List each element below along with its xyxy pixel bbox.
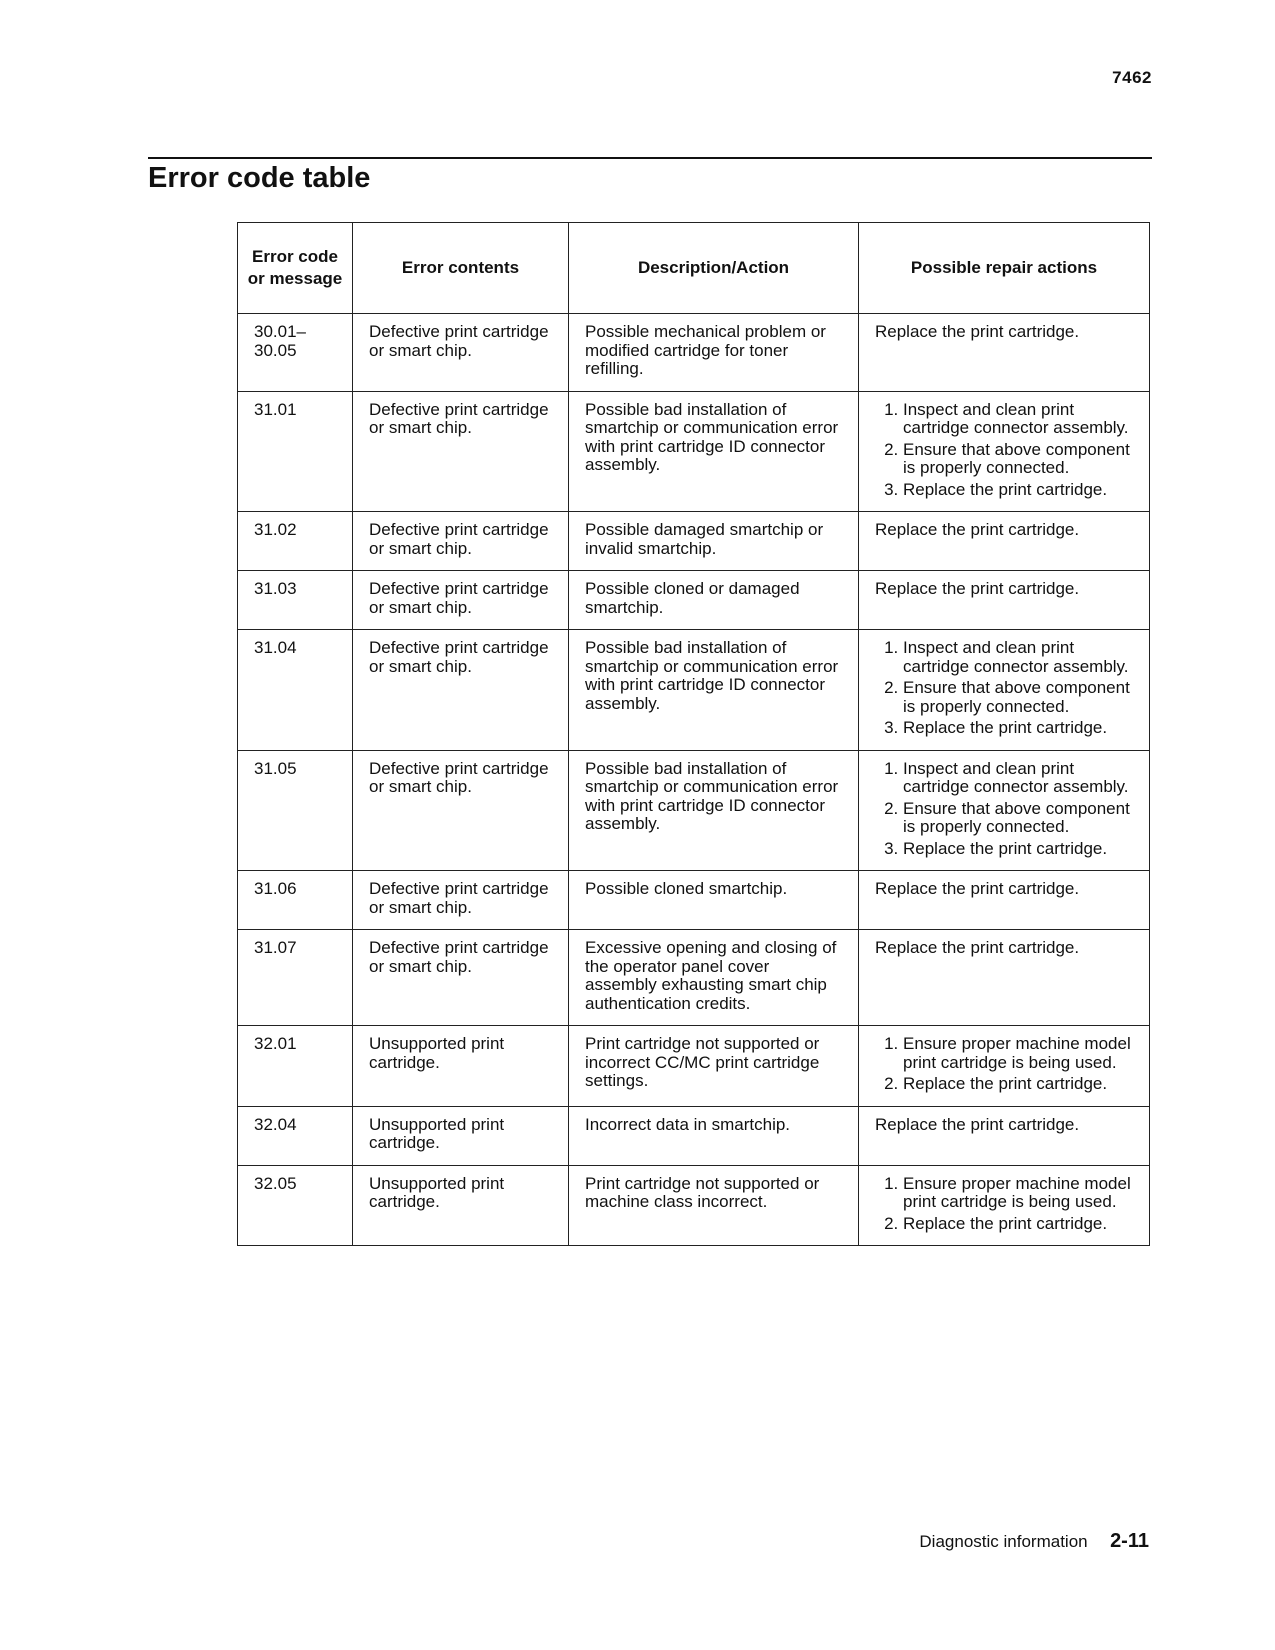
repair-actions-cell: Replace the print cartridge. — [859, 571, 1150, 630]
table-row — [238, 391, 1150, 512]
table-row — [238, 750, 1150, 871]
column-header-label: Error contents — [401, 257, 520, 277]
description-cell: Possible cloned or damaged smartchip. — [569, 571, 859, 630]
table-row — [238, 314, 1150, 392]
description-cell: Possible damaged smartchip or invalid smartchip. — [569, 512, 859, 571]
footer-section-label: Diagnostic information — [919, 1532, 1088, 1551]
repair-actions-cell: Replace the print cartridge. — [859, 871, 1150, 930]
table-row — [238, 1106, 1150, 1165]
error-code-cell: 31.07 — [238, 930, 353, 1026]
repair-step: 1. Ensure proper machine model print cartridge is being used. — [903, 1175, 1133, 1212]
repair-step: 1. Inspect and clean print cartridge connector assembly. — [903, 639, 1133, 676]
description-cell: Possible cloned smartchip. — [569, 871, 859, 930]
repair-step: 2. Replace the print cartridge. — [903, 1075, 1133, 1094]
repair-step: 2. Replace the print cartridge. — [903, 1215, 1133, 1234]
repair-step: 2. Ensure that above component is properly connected. — [903, 800, 1133, 837]
error-code-table — [237, 222, 1150, 1246]
description-cell: Possible bad installation of smartchip or communication error with print cartridge ID connector assembly. — [569, 630, 859, 751]
table-row — [238, 930, 1150, 1026]
error-code-cell: 31.05 — [238, 750, 353, 871]
repair-steps-list — [875, 760, 1133, 859]
error-code-cell: 32.05 — [238, 1165, 353, 1246]
table-row — [238, 512, 1150, 571]
page-footer — [919, 1530, 1149, 1553]
table-header-row — [238, 223, 1150, 314]
error-code-cell: 31.03 — [238, 571, 353, 630]
section-title: Error code table — [148, 162, 371, 194]
error-code-cell: 32.01 — [238, 1026, 353, 1107]
table-row — [238, 1026, 1150, 1107]
error-code-cell: 31.06 — [238, 871, 353, 930]
column-header-label: Possible repair actions — [910, 257, 1098, 277]
error-contents-cell: Defective print cartridge or smart chip. — [353, 871, 569, 930]
repair-steps-list — [875, 639, 1133, 738]
error-contents-cell: Unsupported print cartridge. — [353, 1106, 569, 1165]
repair-actions-cell: Replace the print cartridge. — [859, 314, 1150, 392]
repair-step: 1. Ensure proper machine model print cartridge is being used. — [903, 1035, 1133, 1072]
description-cell: Possible bad installation of smartchip or communication error with print cartridge ID connector assembly. — [569, 750, 859, 871]
repair-step: 2. Ensure that above component is properly connected. — [903, 679, 1133, 716]
page-number: 2-11 — [1110, 1530, 1149, 1552]
repair-steps-list — [875, 1035, 1133, 1094]
error-code-cell: 32.04 — [238, 1106, 353, 1165]
error-code-cell: 31.02 — [238, 512, 353, 571]
column-header-label: Description/Action — [637, 257, 790, 277]
table-body — [238, 314, 1150, 1246]
error-contents-cell: Unsupported print cartridge. — [353, 1165, 569, 1246]
repair-steps-list — [875, 1175, 1133, 1234]
table-row — [238, 630, 1150, 751]
repair-step: 3. Replace the print cartridge. — [903, 481, 1133, 500]
repair-actions-cell: Replace the print cartridge. — [859, 1106, 1150, 1165]
description-cell: Excessive opening and closing of the operator panel cover assembly exhausting smart chip authentication credits. — [569, 930, 859, 1026]
error-contents-cell: Defective print cartridge or smart chip. — [353, 391, 569, 512]
error-contents-cell: Unsupported print cartridge. — [353, 1026, 569, 1107]
description-cell: Possible mechanical problem or modified cartridge for toner refilling. — [569, 314, 859, 392]
repair-actions-cell: Replace the print cartridge. — [859, 930, 1150, 1026]
repair-steps-list — [875, 401, 1133, 500]
table-row — [238, 871, 1150, 930]
column-header-description-action — [569, 223, 859, 314]
error-code-cell: 31.04 — [238, 630, 353, 751]
repair-actions-cell — [859, 391, 1150, 512]
column-header-repair-actions — [859, 223, 1150, 314]
column-header-error-code — [238, 223, 353, 314]
description-cell: Incorrect data in smartchip. — [569, 1106, 859, 1165]
description-cell: Print cartridge not supported or incorrect CC/MC print cartridge settings. — [569, 1026, 859, 1107]
error-contents-cell: Defective print cartridge or smart chip. — [353, 630, 569, 751]
repair-step: 1. Inspect and clean print cartridge connector assembly. — [903, 401, 1133, 438]
repair-actions-cell — [859, 750, 1150, 871]
repair-step: 3. Replace the print cartridge. — [903, 840, 1133, 859]
error-code-cell: 30.01– 30.05 — [238, 314, 353, 392]
error-code-cell: 31.01 — [238, 391, 353, 512]
title-rule — [148, 157, 1152, 159]
error-contents-cell: Defective print cartridge or smart chip. — [353, 512, 569, 571]
description-cell: Print cartridge not supported or machine class incorrect. — [569, 1165, 859, 1246]
error-contents-cell: Defective print cartridge or smart chip. — [353, 314, 569, 392]
error-contents-cell: Defective print cartridge or smart chip. — [353, 930, 569, 1026]
error-contents-cell: Defective print cartridge or smart chip. — [353, 750, 569, 871]
column-header-label: Error code or message — [247, 246, 343, 288]
description-cell: Possible bad installation of smartchip or communication error with print cartridge ID connector assembly. — [569, 391, 859, 512]
repair-actions-cell — [859, 630, 1150, 751]
repair-step: 1. Inspect and clean print cartridge connector assembly. — [903, 760, 1133, 797]
table-row — [238, 571, 1150, 630]
repair-actions-cell: Replace the print cartridge. — [859, 512, 1150, 571]
table-row — [238, 1165, 1150, 1246]
column-header-error-contents — [353, 223, 569, 314]
repair-step: 3. Replace the print cartridge. — [903, 719, 1133, 738]
model-number: 7462 — [1112, 68, 1152, 87]
repair-actions-cell — [859, 1165, 1150, 1246]
repair-step: 2. Ensure that above component is properly connected. — [903, 441, 1133, 478]
repair-actions-cell — [859, 1026, 1150, 1107]
error-contents-cell: Defective print cartridge or smart chip. — [353, 571, 569, 630]
